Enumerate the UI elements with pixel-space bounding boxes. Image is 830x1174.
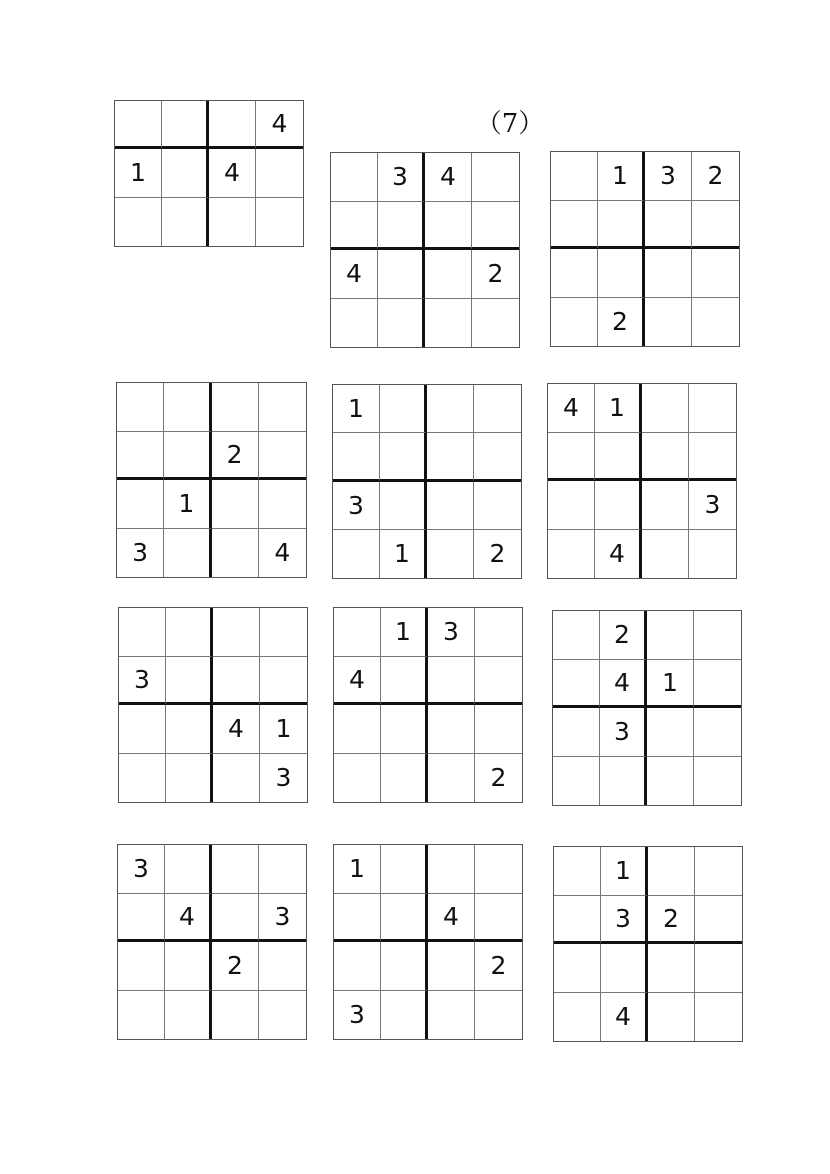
- sudoku-cell: [259, 845, 306, 894]
- sudoku-cell: [213, 754, 260, 803]
- sudoku-cell: 4: [334, 657, 381, 706]
- sudoku-cell: 4: [256, 101, 303, 149]
- sudoku-cell: [598, 249, 645, 298]
- sudoku-cell: [213, 608, 260, 657]
- sudoku-cell: 4: [548, 384, 595, 433]
- sudoku-cell: [260, 657, 307, 706]
- sudoku-cell: [428, 991, 475, 1040]
- sudoku-cell: [260, 608, 307, 657]
- sudoku-cell: [118, 942, 165, 991]
- sudoku-cell: [428, 845, 475, 894]
- sudoku-cell: [165, 942, 212, 991]
- sudoku-cell: 2: [490, 763, 507, 793]
- sudoku-cell: 2: [212, 432, 259, 481]
- sudoku-cell: [381, 657, 428, 706]
- sudoku-cell: [334, 942, 381, 991]
- sudoku-cell: 1: [595, 384, 642, 433]
- sudoku-grid: [333, 607, 523, 803]
- sudoku-cell: [551, 152, 598, 201]
- sudoku-cell: [380, 385, 427, 433]
- sudoku-cell: 4: [425, 153, 472, 202]
- sudoku-cell: [600, 757, 647, 806]
- sudoku-cell: 4: [209, 149, 256, 197]
- sudoku-cell: 2: [212, 942, 259, 991]
- sudoku-cell: [645, 298, 692, 347]
- sudoku-cell: [692, 298, 739, 347]
- sudoku-cell: [694, 611, 741, 660]
- sudoku-cell: [119, 754, 166, 803]
- sudoku-cell: [162, 198, 209, 246]
- sudoku-cell: [694, 660, 741, 709]
- sudoku-cell: [428, 754, 475, 803]
- sudoku-cell: [642, 433, 689, 482]
- sudoku-cell: [554, 993, 601, 1042]
- sudoku-cell: [381, 845, 428, 894]
- sudoku-cell: 4: [165, 894, 212, 943]
- sudoku-cell: 2: [598, 298, 645, 347]
- sudoku-cell: [551, 201, 598, 250]
- sudoku-cell: [162, 149, 209, 197]
- sudoku-cell: [427, 433, 474, 481]
- sudoku-cell: [381, 991, 428, 1040]
- sudoku-cell: [645, 201, 692, 250]
- sudoku-cell: [598, 201, 645, 250]
- sudoku-cell: 4: [600, 660, 647, 709]
- sudoku-cell: [427, 385, 474, 433]
- sudoku-cell: 3: [689, 481, 736, 530]
- sudoku-cell: [119, 705, 166, 754]
- sudoku-cell: [474, 385, 521, 433]
- sudoku-grid: [333, 844, 523, 1040]
- sudoku-cell: [165, 991, 212, 1040]
- sudoku-cell: [118, 991, 165, 1040]
- sudoku-cell: 1: [333, 385, 380, 433]
- sudoku-cell: [692, 249, 739, 298]
- sudoku-cell: [162, 101, 209, 149]
- sudoku-cell: [166, 657, 213, 706]
- sudoku-cell: [647, 611, 694, 660]
- sudoku-cell: [474, 482, 521, 530]
- sudoku-cell: [642, 530, 689, 579]
- sudoku-cell: [212, 845, 259, 894]
- sudoku-cell: [380, 433, 427, 481]
- sudoku-cell: [119, 608, 166, 657]
- sudoku-cell: [428, 705, 475, 754]
- page-label: （7）: [475, 109, 545, 139]
- sudoku-cell: 3: [118, 845, 165, 894]
- sudoku-cell: [554, 944, 601, 993]
- sudoku-cell: 3: [645, 152, 692, 201]
- sudoku-cell: [333, 433, 380, 481]
- sudoku-cell: 4: [213, 705, 260, 754]
- sudoku-cell: [212, 480, 259, 529]
- sudoku-cell: [213, 657, 260, 706]
- sudoku-cell: 3: [117, 529, 164, 578]
- sudoku-grid: [553, 846, 743, 1042]
- sudoku-cell: [331, 202, 378, 251]
- sudoku-cell: [474, 433, 521, 481]
- sudoku-cell: [647, 757, 694, 806]
- sudoku-cell: 4: [601, 993, 648, 1042]
- sudoku-cell: 3: [601, 896, 648, 945]
- sudoku-cell: [117, 480, 164, 529]
- sudoku-grid: [114, 100, 304, 247]
- sudoku-cell: [472, 202, 519, 251]
- sudoku-cell: [259, 942, 306, 991]
- sudoku-cell: [166, 754, 213, 803]
- sudoku-cell: [212, 894, 259, 943]
- sudoku-cell: [695, 944, 742, 993]
- sudoku-cell: [695, 896, 742, 945]
- sudoku-cell: 3: [600, 708, 647, 757]
- sudoku-cell: [165, 845, 212, 894]
- sudoku-cell: [472, 299, 519, 348]
- sudoku-cell: [334, 894, 381, 943]
- sudoku-cell: 2: [475, 942, 522, 991]
- sudoku-cell: [259, 991, 306, 1040]
- sudoku-cell: [166, 705, 213, 754]
- sudoku-cell: [475, 845, 522, 894]
- sudoku-grid: [117, 844, 307, 1040]
- sudoku-cell: [333, 530, 380, 578]
- sudoku-cell: 4: [331, 250, 378, 299]
- sudoku-cell: [212, 991, 259, 1040]
- sudoku-cell: [427, 530, 474, 578]
- sudoku-cell: [256, 198, 303, 246]
- sudoku-cell: [115, 101, 162, 149]
- sudoku-cell: [548, 433, 595, 482]
- sudoku-cell: 3: [378, 153, 425, 202]
- sudoku-cell: [601, 944, 648, 993]
- sudoku-grid: [118, 607, 308, 803]
- sudoku-cell: [164, 529, 211, 578]
- sudoku-cell: [645, 249, 692, 298]
- sudoku-cell: 1: [598, 152, 645, 201]
- sudoku-cell: [689, 384, 736, 433]
- sudoku-cell: 4: [428, 894, 475, 943]
- sudoku-cell: 3: [334, 991, 381, 1040]
- sudoku-cell: [595, 481, 642, 530]
- sudoku-cell: [695, 993, 742, 1042]
- sudoku-cell: 3: [119, 657, 166, 706]
- sudoku-cell: [334, 705, 381, 754]
- sudoku-cell: [553, 611, 600, 660]
- sudoku-cell: 1: [164, 480, 211, 529]
- sudoku-cell: [475, 991, 522, 1040]
- sudoku-cell: [694, 757, 741, 806]
- sudoku-cell: [118, 894, 165, 943]
- sudoku-cell: [647, 708, 694, 757]
- sudoku-cell: [551, 298, 598, 347]
- sudoku-cell: [259, 432, 306, 481]
- sudoku-cell: 1: [380, 530, 427, 578]
- sudoku-cell: [381, 942, 428, 991]
- sudoku-cell: [425, 299, 472, 348]
- sudoku-cell: [427, 482, 474, 530]
- sudoku-cell: [553, 708, 600, 757]
- sudoku-cell: [595, 433, 642, 482]
- sudoku-cell: [259, 480, 306, 529]
- sudoku-cell: [475, 894, 522, 943]
- sudoku-cell: [554, 847, 601, 896]
- sudoku-cell: [381, 754, 428, 803]
- sudoku-cell: [648, 847, 695, 896]
- sudoku-cell: [259, 383, 306, 432]
- sudoku-cell: [428, 657, 475, 706]
- sudoku-cell: 2: [600, 611, 647, 660]
- sudoku-cell: [209, 101, 256, 149]
- sudoku-cell: [212, 529, 259, 578]
- sudoku-cell: 1: [115, 149, 162, 197]
- sudoku-cell: 2: [472, 250, 519, 299]
- sudoku-cell: [381, 705, 428, 754]
- sudoku-cell: [548, 530, 595, 579]
- sudoku-cell: [553, 660, 600, 709]
- sudoku-cell: [472, 153, 519, 202]
- sudoku-cell: 3: [275, 763, 292, 793]
- sudoku-grid: [116, 382, 307, 578]
- sudoku-cell: [642, 384, 689, 433]
- sudoku-cell: [425, 202, 472, 251]
- sudoku-cell: 3: [333, 482, 380, 530]
- sudoku-cell: [689, 530, 736, 579]
- sudoku-cell: 1: [334, 845, 381, 894]
- sudoku-cell: [117, 432, 164, 481]
- sudoku-cell: 3: [259, 894, 306, 943]
- sudoku-cell: [642, 481, 689, 530]
- sudoku-cell: 1: [601, 847, 648, 896]
- sudoku-cell: 3: [428, 608, 475, 657]
- sudoku-cell: [164, 432, 211, 481]
- sudoku-cell: [166, 608, 213, 657]
- sudoku-cell: 2: [692, 152, 739, 201]
- sudoku-cell: [548, 481, 595, 530]
- sudoku-cell: 4: [595, 530, 642, 579]
- sudoku-cell: [692, 201, 739, 250]
- sudoku-grid: [552, 610, 742, 806]
- sudoku-cell: [380, 482, 427, 530]
- sudoku-cell: [117, 383, 164, 432]
- sudoku-grid: [550, 151, 740, 347]
- sudoku-cell: [378, 202, 425, 251]
- sudoku-cell: [164, 383, 211, 432]
- sudoku-cell: 2: [648, 896, 695, 945]
- sudoku-cell: [378, 250, 425, 299]
- sudoku-grid: [332, 384, 522, 579]
- sudoku-cell: [694, 708, 741, 757]
- sudoku-cell: [209, 198, 256, 246]
- sudoku-cell: 1: [260, 705, 307, 754]
- sudoku-cell: [331, 153, 378, 202]
- sudoku-cell: [475, 705, 522, 754]
- sudoku-cell: [425, 250, 472, 299]
- sudoku-cell: [551, 249, 598, 298]
- sudoku-cell: [212, 383, 259, 432]
- sudoku-cell: [648, 993, 695, 1042]
- sudoku-cell: [334, 608, 381, 657]
- sudoku-grid: [547, 383, 737, 579]
- sudoku-cell: [475, 608, 522, 657]
- sudoku-cell: 4: [274, 538, 291, 568]
- sudoku-cell: [648, 944, 695, 993]
- sudoku-cell: 2: [489, 539, 506, 569]
- sudoku-cell: [331, 299, 378, 348]
- sudoku-cell: [689, 433, 736, 482]
- sudoku-cell: [256, 149, 303, 197]
- sudoku-cell: [475, 657, 522, 706]
- sudoku-cell: [554, 896, 601, 945]
- sudoku-cell: 1: [381, 608, 428, 657]
- sudoku-cell: 1: [647, 660, 694, 709]
- sudoku-cell: [553, 757, 600, 806]
- sudoku-grid: [330, 152, 520, 348]
- sudoku-cell: [115, 198, 162, 246]
- sudoku-cell: [428, 942, 475, 991]
- sudoku-cell: [334, 754, 381, 803]
- sudoku-cell: [378, 299, 425, 348]
- sudoku-cell: [381, 894, 428, 943]
- sudoku-cell: [695, 847, 742, 896]
